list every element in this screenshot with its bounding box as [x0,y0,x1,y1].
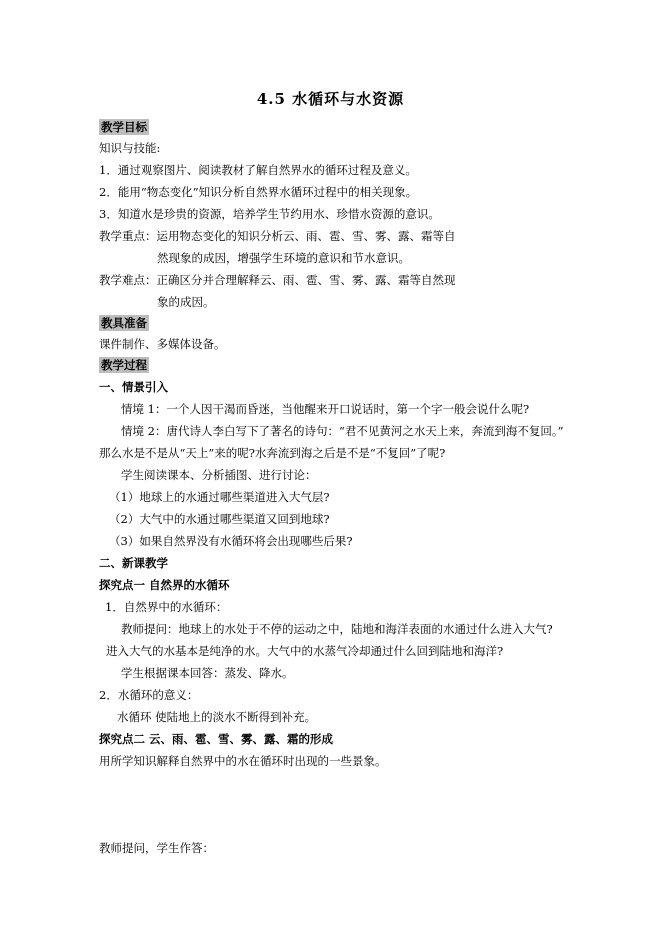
text-line: 3．知道水是珍贵的资源，培养学生节约用水、珍惜水资源的意识。 [99,207,440,221]
text-line: 教学难点：正确区分并合理解释云、雨、雹、雪、雾、露、霜等自然现 [99,273,456,287]
subheading: 探究点一 自然界的水循环 [99,578,230,592]
text-line: 水循环 使陆地上的淡水不断得到补充。 [117,710,317,724]
section-header-process: 教学过程 [101,358,147,372]
text-line: 那么水是不是从“天上”来的呢?水奔流到海之后是不是“不复回”了呢? [99,446,446,460]
section-header-objectives: 教学目标 [101,120,147,134]
subheading: 探究点二 云、雨、雹、雪、雾、露、霜的形成 [99,732,334,746]
question-item: （2）大气中的水通过哪些渠道又回到地球? [109,512,330,526]
text-line: 课件制作、多媒体设备。 [99,337,226,351]
text-line: 情境 2：唐代诗人李白写下了著名的诗句：“君不见黄河之水天上来，奔流到海不复回。” [121,424,564,438]
text-line: 学生阅读课本、分析插图、进行讨论： [121,468,317,482]
text-line: 然现象的成因，增强学生环境的意识和节水意识。 [157,251,410,265]
text-line: 教学重点：运用物态变化的知识分析云、雨、雹、雪、雾、露、霜等自 [99,229,456,243]
subheading: 二、新课教学 [99,556,168,570]
text-line: 1．通过观察图片、阅读教材了解自然界水的循环过程及意义。 [99,163,417,177]
text-line: 2．能用“物态变化”知识分析自然界水循环过程中的相关现象。 [99,185,418,199]
text-line: 用所学知识解释自然界中的水在循环时出现的一些景象。 [99,754,387,768]
question-item: （1）地球上的水通过哪些渠道进入大气层? [109,490,330,504]
subheading: 一、情景引入 [99,380,168,394]
text-line: 进入大气的水基本是纯净的水。大气中的水蒸气冷却通过什么回到陆地和海洋? [106,644,504,658]
text-line: 1．自然界中的水循环： [105,600,228,614]
text-line: 2．水循环的意义： [99,688,199,702]
text-line: 知识与技能: [99,141,161,155]
text-line: 情境 1：一个人因干渴而昏迷，当他醒来开口说话时，第一个字一般会说什么呢? [121,402,530,416]
text-line: 学生根据课本回答：蒸发、降水。 [121,666,294,680]
section-header-tools: 教具准备 [101,316,147,330]
page-title: 4.5 水循环与水资源 [256,90,405,108]
question-item: （3）如果自然界没有水循环将会出现哪些后果? [109,534,353,548]
text-line: 教师提问，学生作答： [99,841,214,855]
text-line: 象的成因。 [157,295,215,309]
text-line: 教师提问：地球上的水处于不停的运动之中，陆地和海洋表面的水通过什么进入大气? [121,622,553,636]
